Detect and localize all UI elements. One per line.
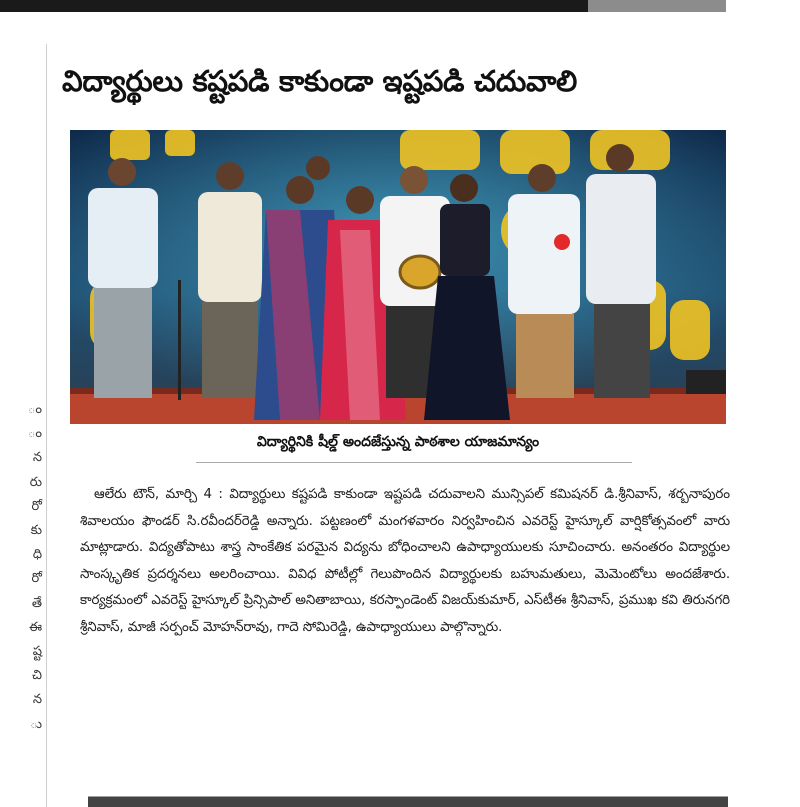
adjacent-column-text: ధి [32,547,42,563]
adjacent-column-text: ు [29,716,42,732]
adjacent-column-text: ఈ [29,619,42,635]
article-headline: విద్యార్థులు కష్టపడి కాకుండా ఇష్టపడి చదువాలి [62,64,578,98]
caption-divider [196,462,632,463]
adjacent-column-text: రో [31,571,42,587]
adjacent-column-text: ం [27,426,42,442]
adjacent-column-text: రు [29,474,42,490]
adjacent-column-text: కు [30,523,42,539]
adjacent-column-text: న [32,692,42,708]
adjacent-column-text: రో [31,498,42,514]
top-rule-bar [0,0,588,12]
adjacent-column-text: న [32,450,42,466]
article-body [80,482,730,641]
photo-caption: విద్యార్థినికి షీల్డ్ అందజేస్తున్న పాఠశాల యాజమాన్యం [256,434,540,450]
article-photo [70,130,726,424]
adjacent-column-text: ం [27,402,42,417]
adjacent-column-text: తే [31,595,42,611]
next-article-headline-fragment [88,778,728,807]
adjacent-column-fragment [0,398,44,807]
article-paragraph: ఆలేరు టౌన్, మార్చి 4 : విద్యార్థులు కష్టపడి కాకుండా ఇష్టపడి చదువాలని మున్సిపల్ కమిషనర్ డి.శ్రీనివాస్, శర్బనాపురం శివాలయం ఫౌండర్ సి.రవీందర్‌రెడ్డి అన్నారు. పట్టణంలో మంగళవారం నిర్వహించిన ఎవరెస్ట్ హైస్కూల్ వార్షికోత్సవంలో వారు మాట్లాడారు. విద్యతోపాటు శాస్త్ర సాంకేతిక పరమైన విద్యను బోధించాలని ఉపాధ్యాయులకు సూచించారు. అనంతరం విద్యార్థుల సాంస్కృతిక ప్రదర్శనలు అలరించాయి. వివిధ పోటీల్లో గెలుపొందిన విద్యార్థులకు బహుమతులు, మెమెంటోలు అందజేశారు. కార్యక్రమంలో ఎవరెస్ట్ హైస్కూల్ ప్రిన్సిపాల్ అనితాబాయి, కరస్పాండెంట్ విజయ్‌కుమార్, ఎస్‌టీఈ శ్రీనివాస్, ప్రముఖ కవి తిరునగరి శ్రీనివాస్, మాజీ సర్పంచ్ మోహన్‌రావు, గాదె సోమిరెడ్డి, ఉపాధ్యాయులు పాల్గొన్నారు. [80,487,730,635]
adjacent-column-text: చి [32,668,42,684]
top-rule-bar-grey [588,0,726,12]
adjacent-column-text: ష్ట [32,644,42,660]
column-divider [46,44,47,807]
